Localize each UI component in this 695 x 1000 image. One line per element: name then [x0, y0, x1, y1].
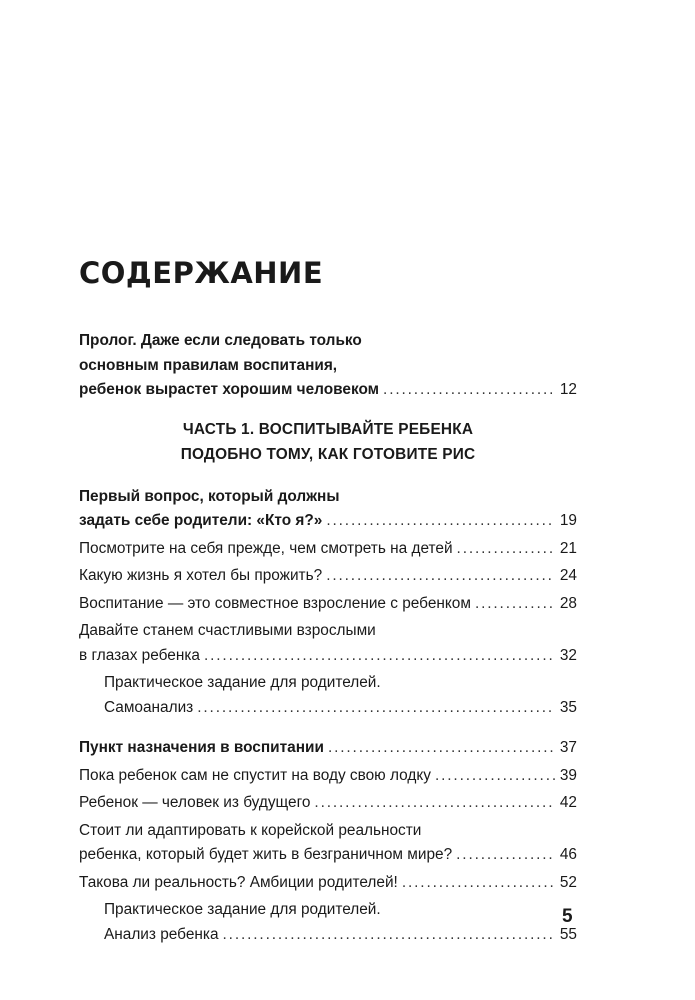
leader-dots	[326, 509, 555, 534]
entry-title: Пункт назначения в воспитании	[79, 739, 324, 756]
toc-entry[interactable]	[79, 764, 577, 789]
entry-title: Какую жизнь я хотел бы прожить?	[79, 567, 323, 584]
entry-title: ребенка, который будет жить в безграничном мире?	[79, 846, 453, 863]
entry-page-number: 28	[559, 594, 577, 612]
toc-entry-prologue[interactable]	[79, 329, 577, 403]
entry-line: Первый вопрос, который должны	[79, 487, 340, 505]
toc-entry-practical[interactable]	[79, 671, 577, 720]
page-number: 5	[562, 906, 573, 927]
entry-title: Посмотрите на себя прежде, чем смотреть на детей	[79, 539, 453, 557]
toc-entry[interactable]	[79, 871, 577, 896]
toc-entry-section-2[interactable]	[79, 736, 577, 761]
entry-page-number: 52	[559, 873, 577, 891]
page-title: СОДЕРЖАНИЕ	[79, 256, 324, 290]
entry-title: ребенок вырастет хорошим человеком	[79, 381, 380, 398]
toc-entry[interactable]	[79, 619, 577, 668]
part-heading-line: ПОДОБНО ТОМУ, КАК ГОТОВИТЕ РИС	[180, 445, 476, 463]
entry-page-number: 35	[559, 698, 577, 716]
toc-entry-practical[interactable]	[79, 898, 577, 947]
entry-page-number: 12	[559, 381, 577, 398]
entry-title: в глазах ребенка	[79, 646, 200, 664]
entry-page-number: 39	[559, 766, 577, 784]
leader-dots	[328, 736, 555, 761]
leader-dots	[475, 592, 555, 617]
entry-line: основным правилам воспитания,	[79, 356, 338, 374]
entry-line: Пролог. Даже если следовать только	[79, 332, 362, 349]
leader-dots	[435, 764, 555, 789]
entry-page-number: 21	[559, 539, 577, 557]
entry-line: Практическое задание для родителей.	[104, 674, 381, 691]
entry-page-number: 42	[559, 794, 577, 811]
leader-dots	[204, 644, 555, 669]
leader-dots	[402, 871, 555, 896]
table-of-contents	[79, 255, 577, 947]
entry-title: Воспитание — это совместное взросление с ребенком	[79, 594, 471, 612]
entry-title: Анализ ребенка	[104, 925, 219, 943]
entry-title: Такова ли реальность? Амбиции родителей!	[79, 873, 398, 891]
leader-dots	[457, 537, 555, 562]
entry-line: Стоит ли адаптировать к корейской реальности	[79, 821, 422, 839]
leader-dots	[197, 696, 555, 721]
entry-page-number: 37	[559, 739, 577, 756]
entry-page-number: 46	[559, 846, 577, 863]
leader-dots	[383, 378, 555, 403]
entry-page-number: 24	[559, 567, 577, 584]
entry-page-number: 55	[559, 925, 577, 943]
part-heading	[79, 417, 577, 467]
toc-entry[interactable]	[79, 791, 577, 816]
toc-entry[interactable]	[79, 537, 577, 562]
entry-title: Самоанализ	[104, 698, 194, 716]
toc-entry-section-1[interactable]	[79, 485, 577, 534]
leader-dots	[223, 923, 555, 948]
entry-line: Практическое задание для родителей.	[104, 901, 381, 918]
part-heading-line: ЧАСТЬ 1. ВОСПИТЫВАЙТЕ РЕБЕНКА	[182, 420, 474, 438]
toc-entry[interactable]	[79, 592, 577, 617]
entry-line: Давайте станем счастливыми взрослыми	[79, 622, 376, 639]
leader-dots	[326, 564, 555, 589]
toc-entry[interactable]	[79, 819, 577, 868]
entry-title: Пока ребенок сам не спустит на воду свою лодку	[79, 766, 431, 784]
leader-dots	[456, 843, 555, 868]
entry-page-number: 19	[559, 512, 577, 529]
entry-title: задать себе родители: «Кто я?»	[79, 512, 323, 529]
leader-dots	[314, 791, 555, 816]
entry-title: Ребенок — человек из будущего	[79, 794, 311, 811]
entry-page-number: 32	[559, 646, 577, 664]
toc-entry[interactable]	[79, 564, 577, 589]
